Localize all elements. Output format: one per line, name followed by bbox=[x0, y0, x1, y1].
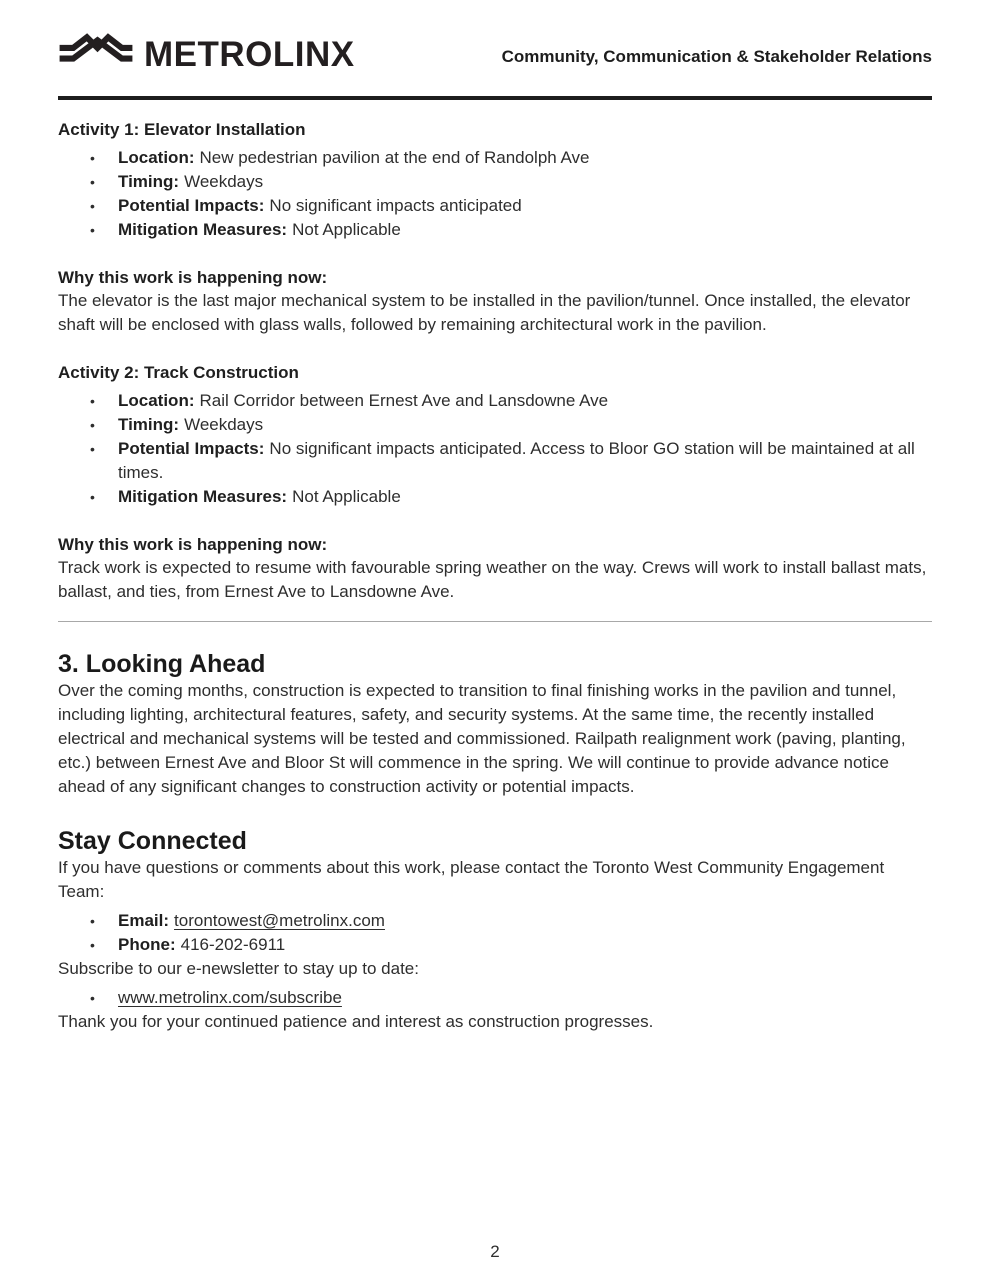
bullet-dot: • bbox=[90, 393, 95, 409]
bullet-dot: • bbox=[90, 417, 95, 433]
list-item bbox=[58, 986, 932, 1010]
bullet-text: Mitigation Measures: Not Applicable bbox=[118, 220, 401, 239]
metrolinx-logo-wordmark: METROLINX bbox=[144, 34, 355, 74]
bullet-dot: • bbox=[90, 489, 95, 505]
bullet-text: Timing: Weekdays bbox=[118, 172, 264, 191]
bullet-dot: • bbox=[90, 198, 95, 214]
activity2-why-text: Track work is expected to resume with favourable spring weather on the way. Crews will work to install ballast mats, ballast, and ties, from Ernest Ave to Lansdowne Ave. bbox=[58, 558, 927, 601]
looking-ahead-heading: 3. Looking Ahead bbox=[58, 650, 266, 678]
bullet-text: Mitigation Measures: Not Applicable bbox=[118, 487, 401, 506]
subscribe-list bbox=[58, 986, 932, 1010]
subscribe-link[interactable]: www.metrolinx.com/subscribe bbox=[118, 988, 342, 1007]
stay-connected-intro: If you have questions or comments about this work, please contact the Toronto West Community Engagement Team: bbox=[58, 858, 885, 901]
bullet-text: Potential Impacts: No significant impacts anticipated. Access to Bloor GO station will be maintained at all times. bbox=[118, 439, 915, 482]
list-item bbox=[58, 194, 932, 218]
bullet-text bbox=[118, 986, 342, 1010]
bullet-text: Location: Rail Corridor between Ernest Ave and Lansdowne Ave bbox=[118, 391, 609, 410]
thanks-text: Thank you for your continued patience and interest as construction progresses. bbox=[58, 1012, 654, 1031]
list-item bbox=[58, 909, 932, 933]
bullet-text: Potential Impacts: No significant impacts anticipated bbox=[118, 196, 522, 215]
activity1-bullet-list bbox=[58, 146, 932, 242]
bullet-dot: • bbox=[90, 937, 95, 953]
stay-connected-heading: Stay Connected bbox=[58, 827, 247, 855]
bullet-dot: • bbox=[90, 990, 95, 1006]
activity2-bullet-list bbox=[58, 389, 932, 509]
subscribe-text: Subscribe to our e-newsletter to stay up to date: bbox=[58, 959, 419, 978]
list-item bbox=[58, 485, 932, 509]
activity1-why-text: The elevator is the last major mechanical system to be installed in the pavilion/tunnel. Once installed, the elevator shaft will be enclosed with glass walls, followed by remaining architectural work in the pavilion. bbox=[58, 291, 911, 334]
list-item bbox=[58, 389, 932, 413]
bullet-dot: • bbox=[90, 150, 95, 166]
activity1-why-heading: Why this work is happening now: bbox=[58, 268, 328, 287]
page-number: 2 bbox=[490, 1242, 500, 1261]
list-item bbox=[58, 933, 932, 957]
activity1-title: Activity 1: Elevator Installation bbox=[58, 120, 306, 139]
bullet-dot: • bbox=[90, 441, 95, 457]
list-item bbox=[58, 218, 932, 242]
bullet-dot: • bbox=[90, 222, 95, 238]
list-item bbox=[58, 170, 932, 194]
list-item bbox=[58, 437, 932, 485]
bullet-text: Email: torontowest@metrolinx.com bbox=[118, 911, 385, 930]
activity2-title: Activity 2: Track Construction bbox=[58, 363, 299, 382]
bullet-dot: • bbox=[90, 913, 95, 929]
department-title: Community, Communication & Stakeholder Relations bbox=[501, 47, 932, 66]
list-item bbox=[58, 413, 932, 437]
metrolinx-logo bbox=[58, 32, 355, 76]
looking-ahead-text: Over the coming months, construction is expected to transition to final finishing works in the pavilion and tunnel, including lighting, architectural features, safety, and security systems. At the same time, the recently installed electrical and mechanical systems will be tested and commissioned. Railpath realignment work (paving, planting, etc.) between Ernest Ave and Bloor St will commence in the spring. We will continue to provide advance notice ahead of any significant changes to construction activity or potential impacts. bbox=[58, 681, 906, 796]
activity2-why-heading: Why this work is happening now: bbox=[58, 535, 328, 554]
header-rule bbox=[58, 96, 932, 100]
bullet-text: Timing: Weekdays bbox=[118, 415, 264, 434]
section-divider bbox=[58, 621, 932, 622]
bullet-text: Phone: 416-202-6911 bbox=[118, 935, 286, 954]
bullet-text: Location: New pedestrian pavilion at the end of Randolph Ave bbox=[118, 148, 590, 167]
document-header bbox=[58, 30, 932, 78]
bullet-dot: • bbox=[90, 174, 95, 190]
list-item bbox=[58, 146, 932, 170]
phone-number: 416-202-6911 bbox=[180, 935, 286, 954]
contact-list bbox=[58, 909, 932, 957]
metrolinx-zigzag-icon bbox=[58, 32, 134, 76]
email-link[interactable]: torontowest@metrolinx.com bbox=[174, 911, 385, 930]
